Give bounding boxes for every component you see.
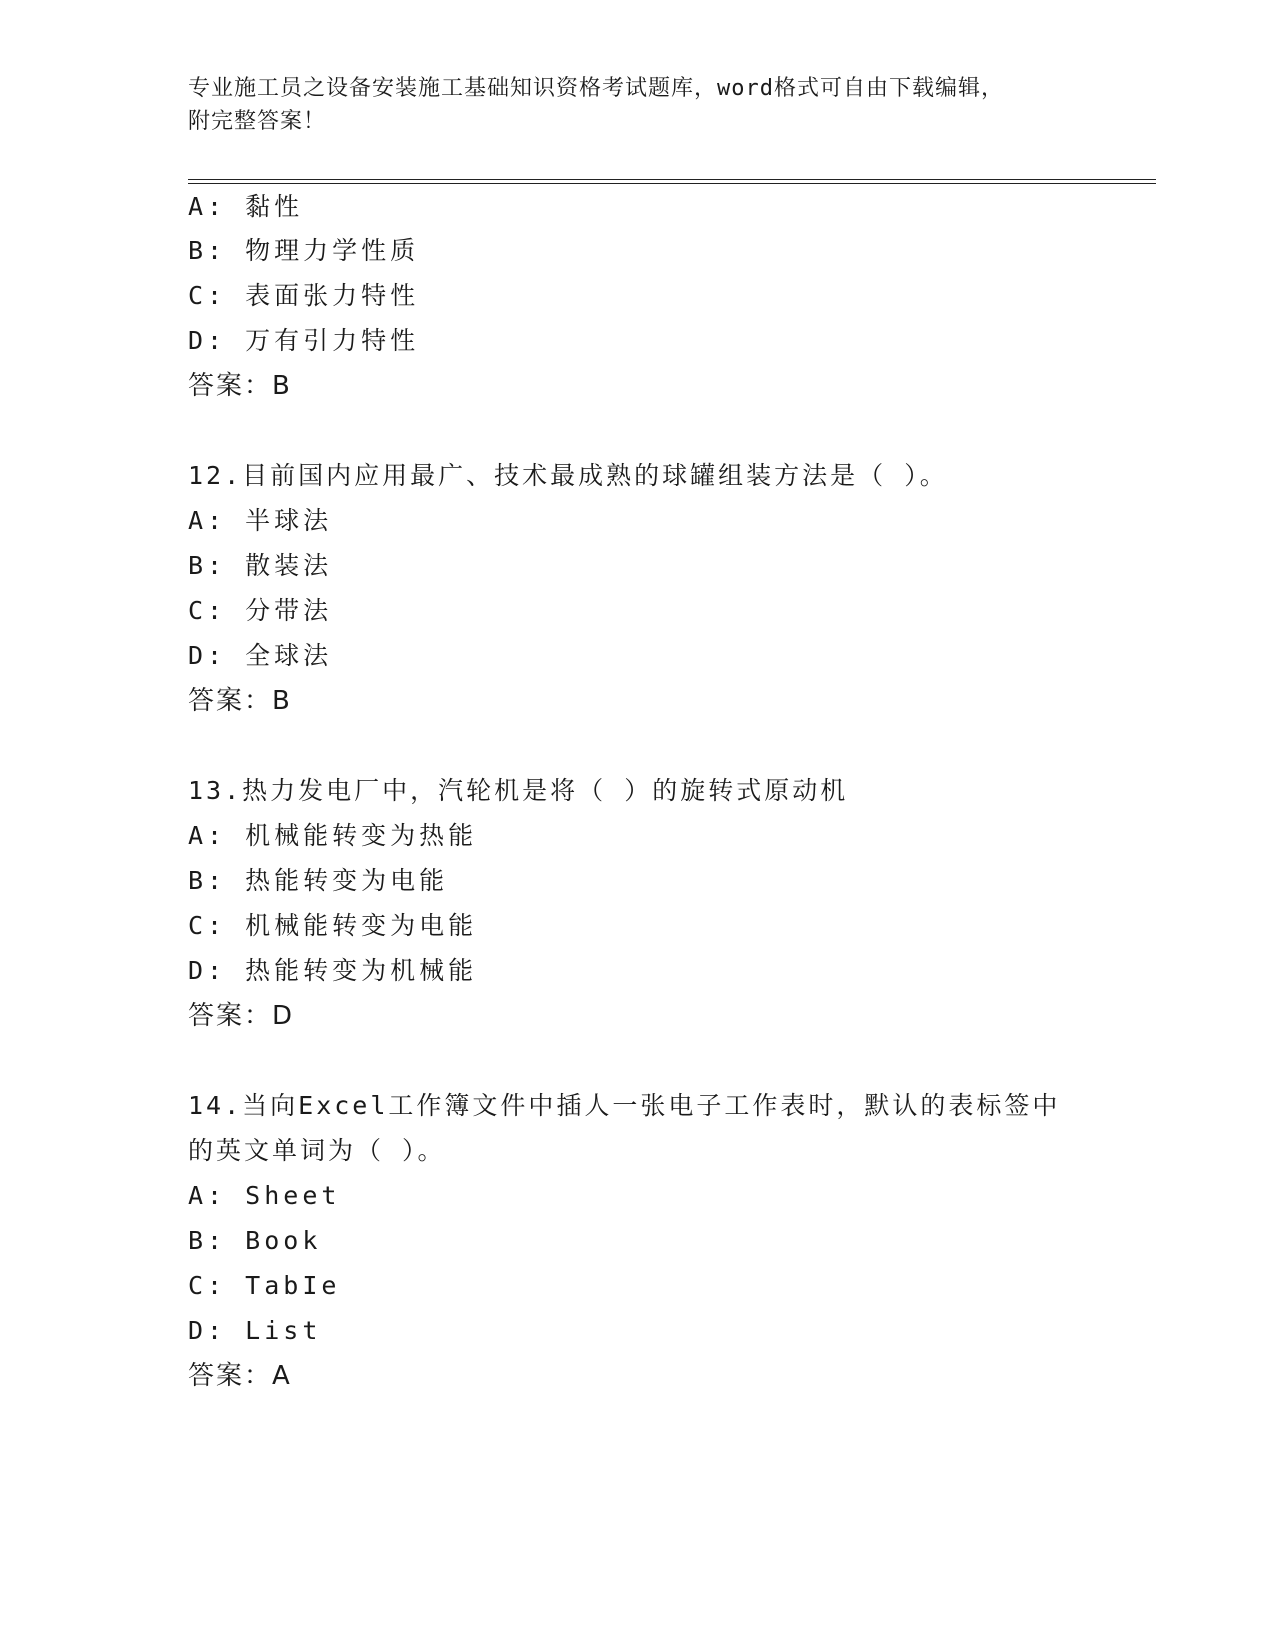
answer-line: 答案：B [188, 686, 291, 716]
header-line-1: 专业施工员之设备安装施工基础知识资格考试题库，word格式可自由下载编辑， [188, 76, 1004, 101]
option-d: D: 全球法 [188, 641, 333, 670]
question-stem-line-1: 14.当向Excel工作簿文件中插人一张电子工作表时，默认的表标签中 [188, 1091, 1061, 1120]
document-header [188, 72, 1088, 138]
answer-line: 答案：D [188, 1001, 294, 1031]
option-b: B: Book [188, 1226, 322, 1255]
option-c: C: 机械能转变为电能 [188, 911, 478, 940]
question-stem-line-2: 的英文单词为（ ）。 [188, 1136, 446, 1165]
option-b: B: 热能转变为电能 [188, 866, 449, 895]
option-d: D: 万有引力特性 [188, 326, 420, 355]
option-a: A: 黏性 [188, 192, 304, 221]
option-a: A: 机械能转变为热能 [188, 821, 478, 850]
option-d: D: 热能转变为机械能 [188, 956, 478, 985]
option-c: C: 分带法 [188, 596, 333, 625]
option-b: B: 散装法 [188, 551, 333, 580]
option-a: A: 半球法 [188, 506, 333, 535]
option-c: C: TabIe [188, 1271, 341, 1300]
question-stem: 13.热力发电厂中，汽轮机是将（ ）的旋转式原动机 [188, 776, 849, 805]
option-c: C: 表面张力特性 [188, 281, 420, 310]
question-stem: 12.目前国内应用最广、技术最成熟的球罐组装方法是（ ）。 [188, 461, 948, 490]
option-a: A: Sheet [188, 1181, 341, 1210]
option-b: B: 物理力学性质 [188, 236, 420, 265]
answer-line: 答案：A [188, 1361, 291, 1391]
header-line-2: 附完整答案！ [188, 109, 327, 134]
answer-line: 答案：B [188, 371, 291, 401]
header-divider-top [188, 179, 1156, 180]
header-divider-bottom [188, 183, 1156, 184]
option-d: D: List [188, 1316, 322, 1345]
